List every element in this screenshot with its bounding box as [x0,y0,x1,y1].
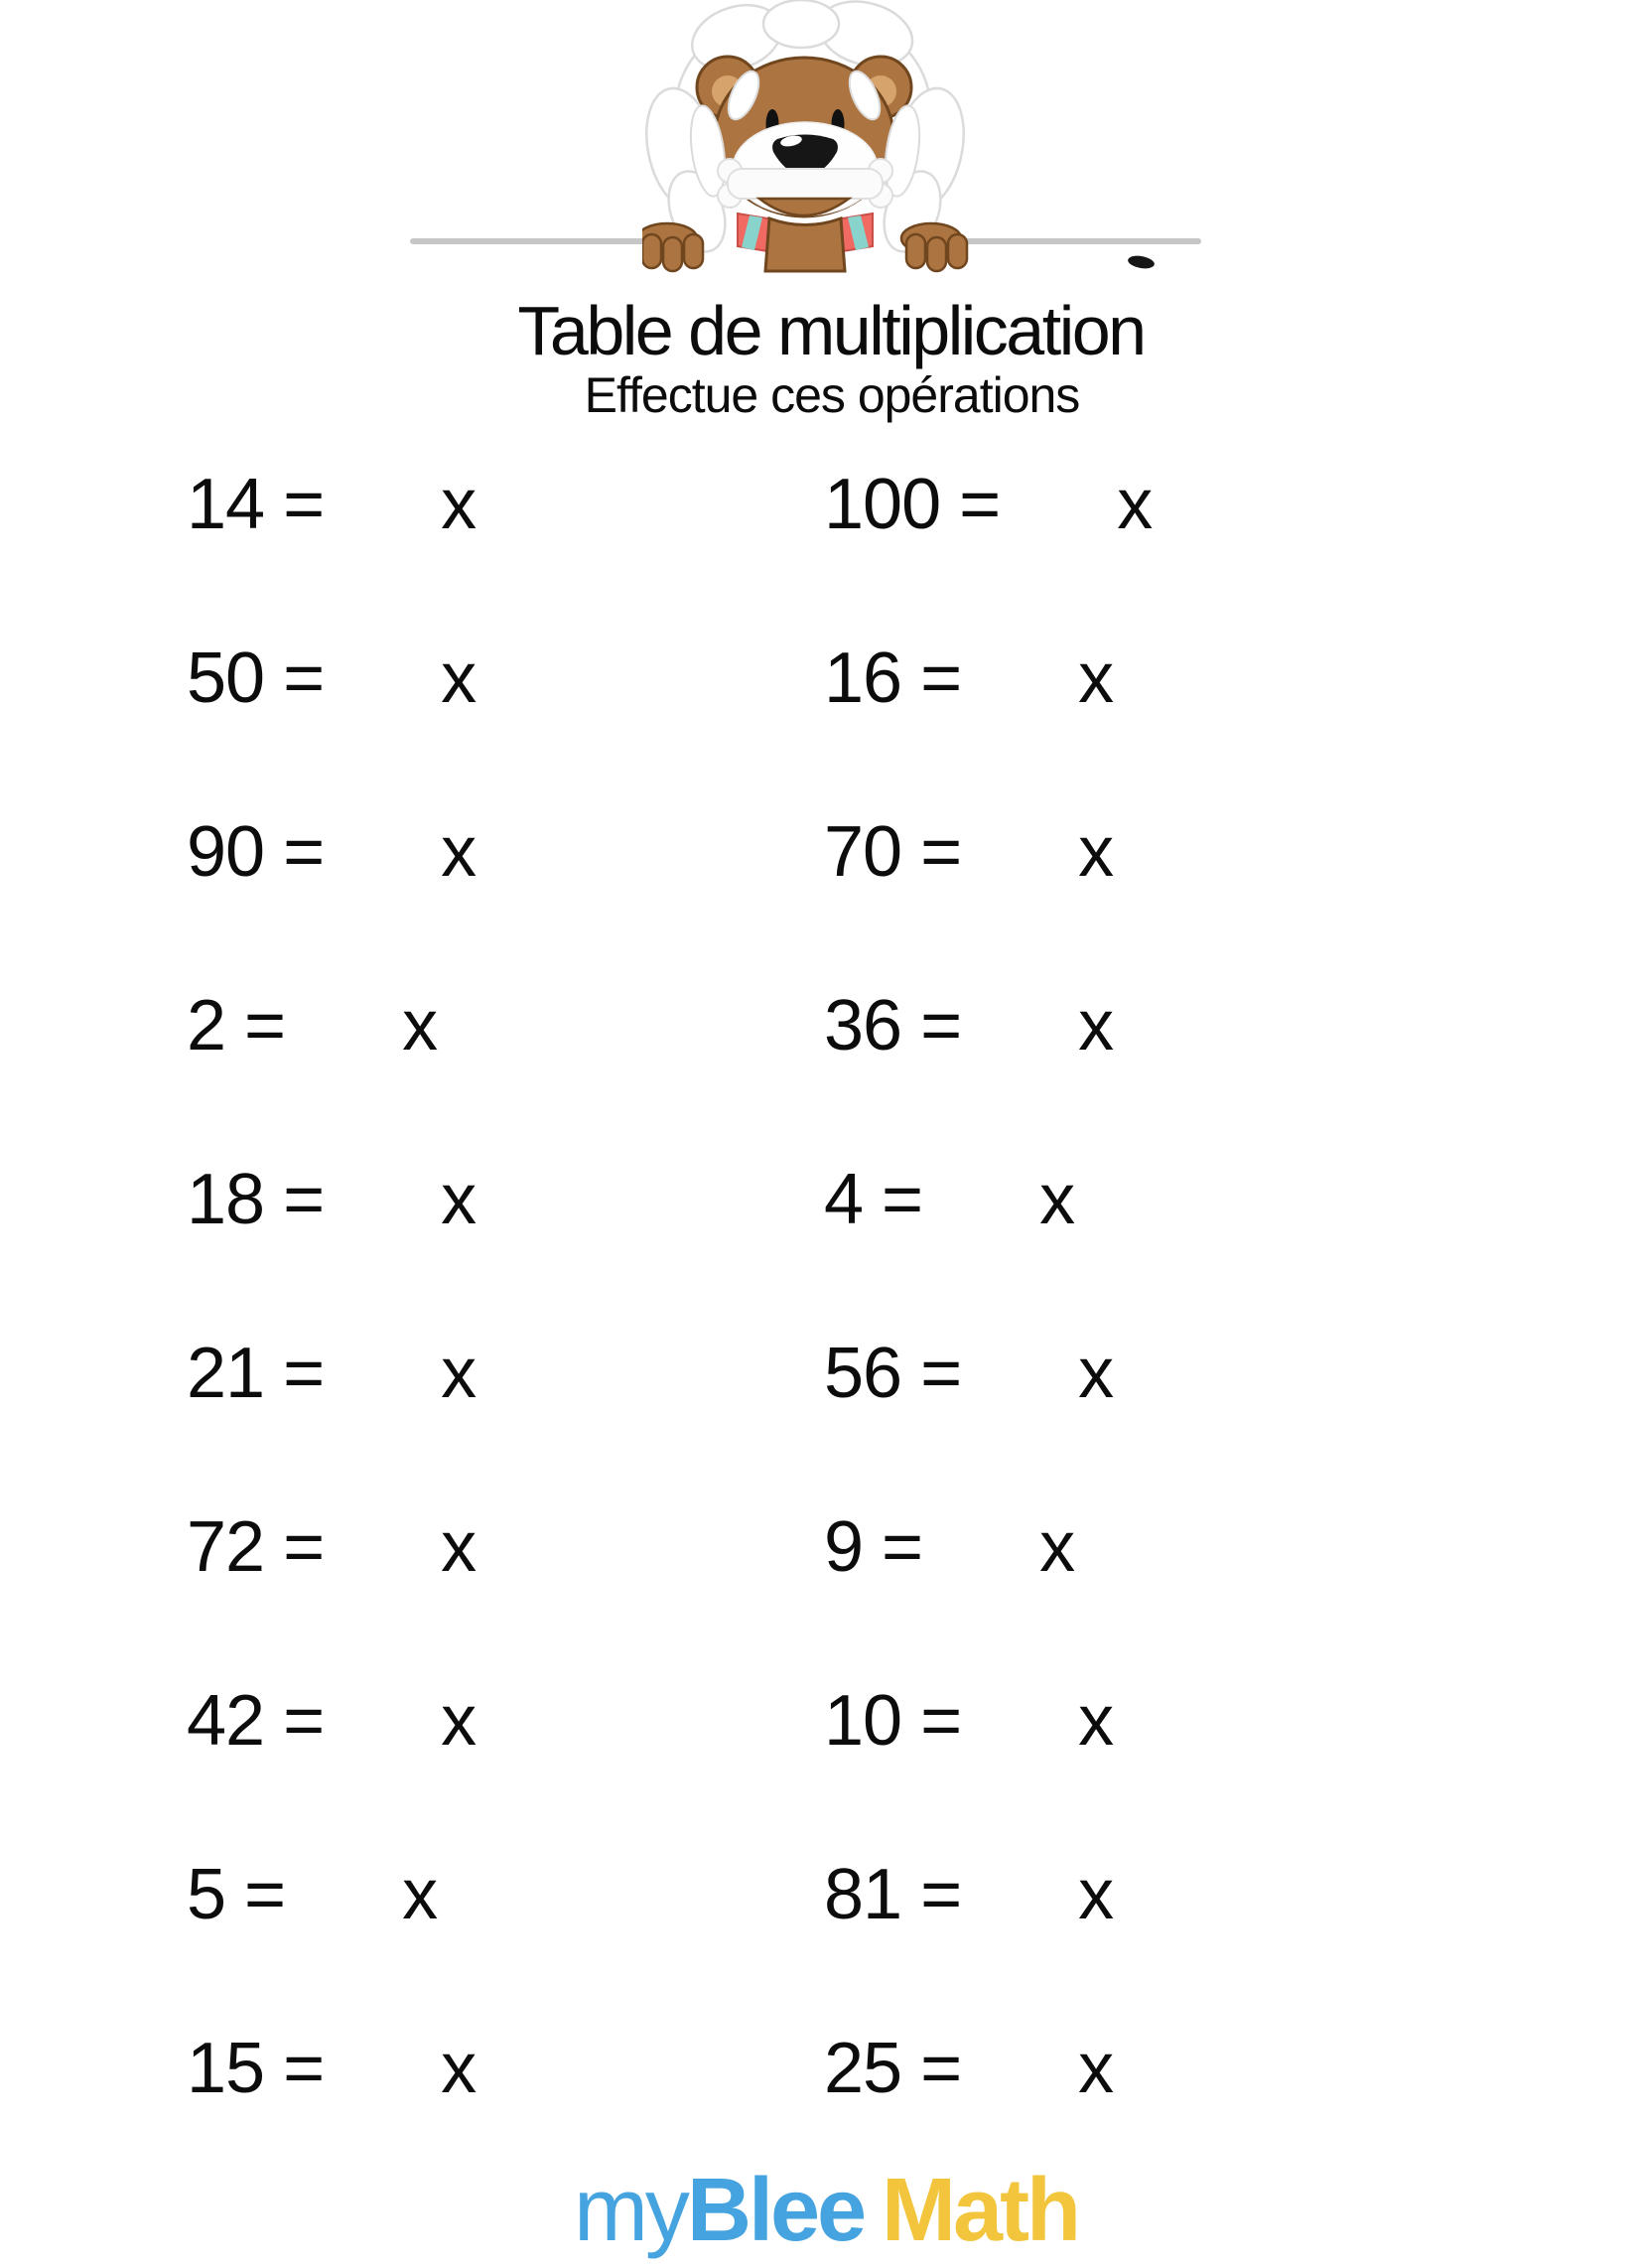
problem-expression: 72 = [187,1507,325,1587]
problem-cell [824,1855,1114,1934]
multiplication-sign: x [441,1160,477,1239]
multiplication-sign: x [1117,465,1153,544]
multiplication-sign: x [1078,2029,1114,2108]
multiplication-sign: x [402,986,438,1065]
problem-expression: 25 = [824,2029,962,2108]
problem-cell [187,1855,438,1934]
problem-expression: 70 = [824,812,962,892]
problem-expression: 2 = [187,986,286,1065]
problem-cell [187,986,438,1065]
myblee-math-logo [573,2161,1079,2260]
problem-cell [187,1507,477,1587]
multiplication-sign: x [1078,812,1114,892]
multiplication-sign: x [441,1507,477,1587]
problem-expression: 15 = [187,2029,325,2108]
problem-cell [187,465,477,544]
problem-cell [824,986,1114,1065]
problem-cell [824,2029,1114,2108]
page-subtitle: Effectue ces opérations [584,367,1080,423]
logo-part-blee: Blee [686,2161,865,2260]
problem-cell [824,812,1114,892]
problem-expression: 9 = [824,1507,923,1587]
multiplication-sign: x [1078,1681,1114,1761]
problem-cell [824,465,1153,544]
problem-cell [824,1160,1075,1239]
logo-part-my: my [573,2161,687,2260]
multiplication-sign: x [1078,986,1114,1065]
shelf-line-left-segment [410,238,647,244]
multiplication-sign: x [1039,1160,1075,1239]
problem-expression: 42 = [187,1681,325,1761]
problem-cell [187,2029,477,2108]
problem-expression: 4 = [824,1160,923,1239]
multiplication-sign: x [441,465,477,544]
problem-cell [824,638,1114,718]
problem-expression: 56 = [824,1334,962,1413]
problem-cell [824,1334,1114,1413]
multiplication-sign: x [1039,1507,1075,1587]
problem-cell [824,1681,1114,1761]
shelf-line-right-segment [959,238,1201,244]
logo-part-math: Math [882,2161,1079,2260]
problem-expression: 16 = [824,638,962,718]
multiplication-sign: x [441,1334,477,1413]
multiplication-sign: x [441,812,477,892]
multiplication-sign: x [441,638,477,718]
page-title: Table de multiplication [517,292,1145,369]
problem-cell [824,1507,1075,1587]
problem-cell [187,1160,477,1239]
problem-expression: 81 = [824,1855,962,1934]
problem-cell [187,812,477,892]
problem-cell [187,638,477,718]
problem-cell [187,1681,477,1761]
problem-expression: 100 = [824,465,1001,544]
problem-expression: 14 = [187,465,325,544]
stray-ink-mark [1127,254,1156,271]
mascot-dog-icon [642,0,970,273]
multiplication-sign: x [1078,1334,1114,1413]
multiplication-sign: x [441,2029,477,2108]
multiplication-sign: x [1078,638,1114,718]
problem-expression: 10 = [824,1681,962,1761]
problem-expression: 90 = [187,812,325,892]
multiplication-sign: x [441,1681,477,1761]
problem-cell [187,1334,477,1413]
problem-expression: 36 = [824,986,962,1065]
problem-expression: 50 = [187,638,325,718]
multiplication-sign: x [402,1855,438,1934]
problem-expression: 5 = [187,1855,286,1934]
multiplication-sign: x [1078,1855,1114,1934]
problem-expression: 21 = [187,1334,325,1413]
problem-expression: 18 = [187,1160,325,1239]
